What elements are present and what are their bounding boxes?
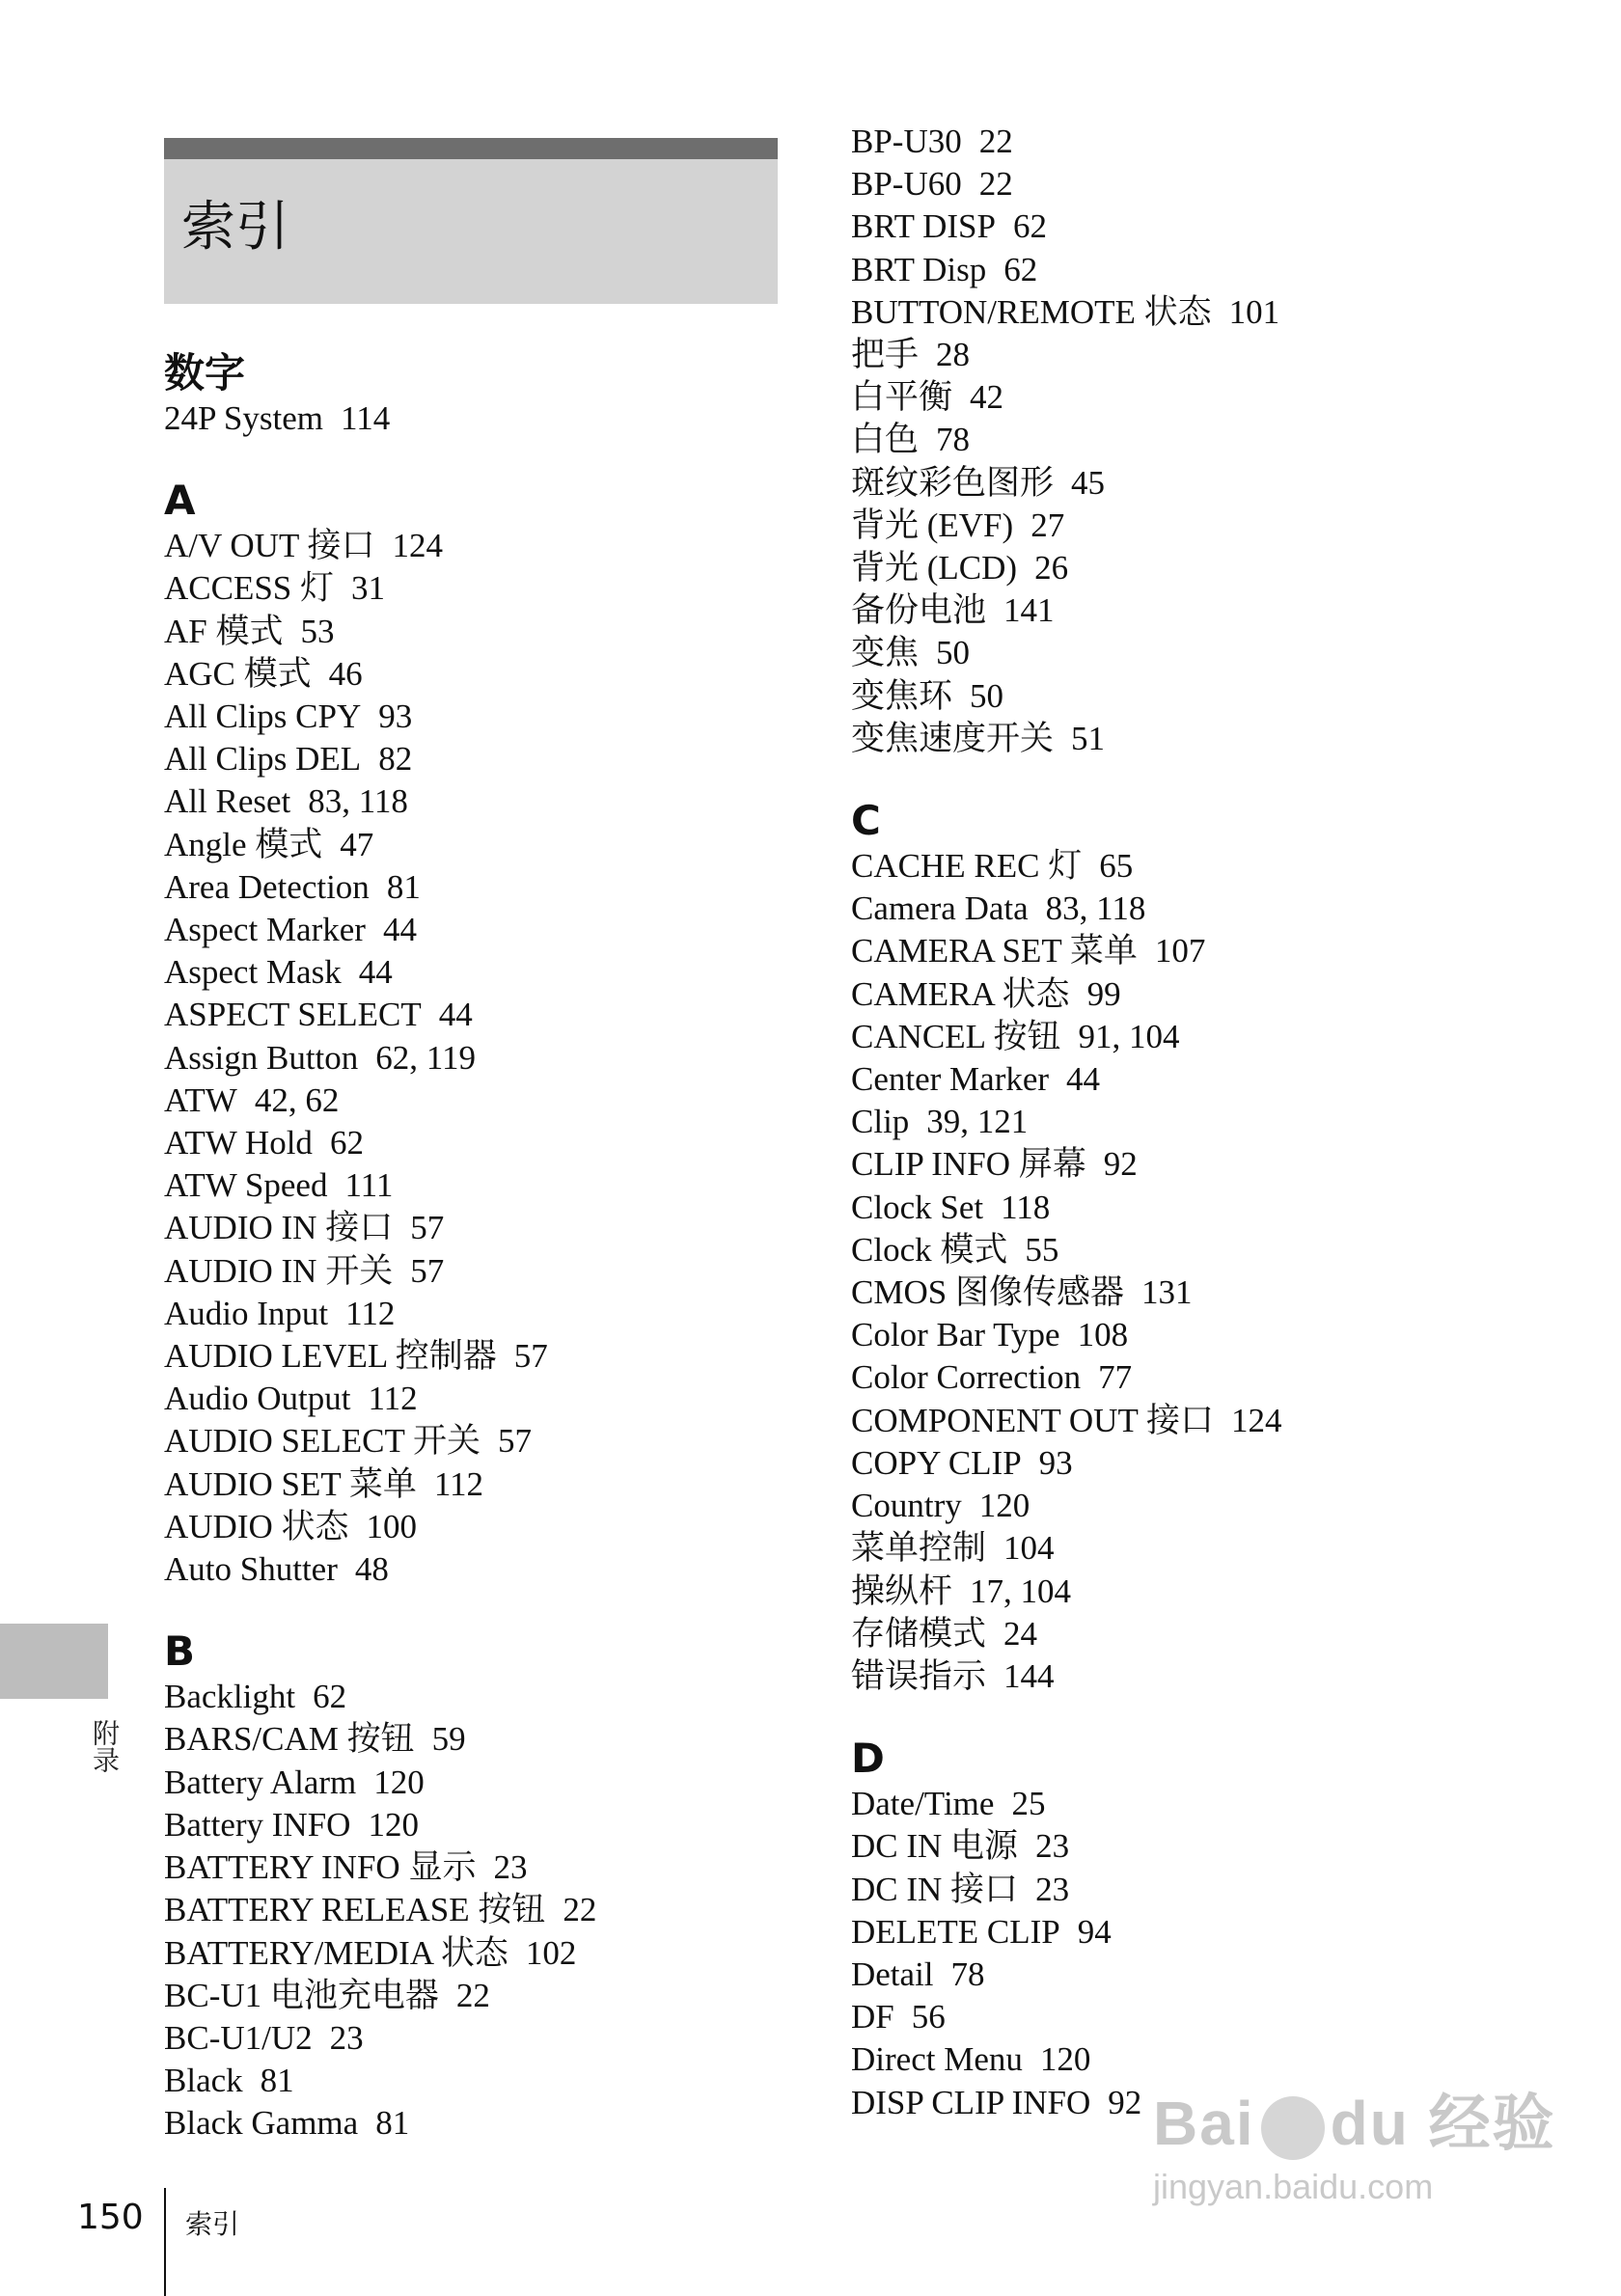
index-term: ATW Hold bbox=[164, 1124, 313, 1162]
index-term: Black Gamma bbox=[164, 2104, 359, 2143]
index-pages: 93 bbox=[378, 697, 413, 736]
index-entry bbox=[164, 2017, 772, 2060]
index-entry bbox=[164, 1506, 772, 1548]
index-term: All Clips CPY bbox=[164, 697, 362, 736]
index-entry bbox=[164, 1335, 772, 1378]
watermark-brand-left: Bai bbox=[1153, 2089, 1255, 2158]
index-term: Aspect Mask bbox=[164, 953, 342, 992]
index-entry bbox=[851, 1996, 1391, 2038]
index-pages: 53 bbox=[300, 612, 335, 650]
index-term: BRT DISP bbox=[851, 207, 996, 246]
index-entry bbox=[164, 1975, 772, 2017]
index-pages: 120 bbox=[1039, 2040, 1091, 2079]
index-entry bbox=[851, 1187, 1391, 1229]
index-entry bbox=[851, 205, 1391, 248]
index-term: Center Marker bbox=[851, 1060, 1050, 1099]
index-entry bbox=[164, 994, 772, 1036]
index-term: Detail bbox=[851, 1954, 934, 1993]
index-entry bbox=[851, 1229, 1391, 1271]
index-entry bbox=[164, 1080, 772, 1122]
index-pages: 81 bbox=[375, 2104, 410, 2143]
index-term: AUDIO 状态 bbox=[164, 1507, 349, 1545]
index-pages: 44 bbox=[382, 911, 417, 949]
index-pages: 124 bbox=[392, 527, 443, 565]
index-pages: 65 bbox=[1099, 847, 1134, 886]
index-entry bbox=[164, 1762, 772, 1804]
index-term: AGC 模式 bbox=[164, 654, 312, 693]
index-column-right bbox=[851, 121, 1391, 2124]
index-pages: 102 bbox=[525, 1933, 577, 1972]
index-entry bbox=[164, 909, 772, 951]
index-pages: 83, 118 bbox=[308, 782, 408, 821]
index-entry bbox=[851, 1655, 1391, 1698]
index-term: BUTTON/REMOTE 状态 bbox=[851, 292, 1212, 331]
index-term: ATW bbox=[164, 1080, 237, 1119]
watermark-brand-right: du bbox=[1330, 2089, 1410, 2158]
index-entry bbox=[851, 505, 1391, 547]
index-pages: 50 bbox=[970, 676, 1004, 715]
index-term: AUDIO IN 接口 bbox=[164, 1209, 394, 1247]
index-pages: 51 bbox=[1071, 719, 1106, 757]
index-pages: 81 bbox=[386, 867, 421, 906]
index-term: Color Bar Type bbox=[851, 1316, 1060, 1354]
index-entry bbox=[851, 1571, 1391, 1613]
index-pages: 42, 62 bbox=[254, 1080, 340, 1119]
index-term: 变焦环 bbox=[851, 676, 953, 715]
index-entry bbox=[851, 1016, 1391, 1058]
index-term: Black bbox=[164, 2062, 243, 2100]
index-pages: 57 bbox=[410, 1251, 445, 1290]
index-entry bbox=[164, 1378, 772, 1420]
index-entry bbox=[851, 1911, 1391, 1954]
index-term: Date/Time bbox=[851, 1785, 995, 1823]
index-entry bbox=[164, 1207, 772, 1249]
index-entry bbox=[164, 1932, 772, 1975]
index-term: A/V OUT 接口 bbox=[164, 527, 375, 565]
index-pages: 111 bbox=[344, 1166, 394, 1205]
index-pages: 57 bbox=[513, 1337, 548, 1376]
paw-icon bbox=[1261, 2096, 1325, 2160]
page-number: 150 bbox=[77, 2198, 144, 2237]
index-entry bbox=[164, 824, 772, 866]
index-term: 备份电池 bbox=[851, 591, 987, 630]
index-entry bbox=[164, 696, 772, 738]
section-heading: C bbox=[851, 797, 881, 845]
index-pages: 57 bbox=[410, 1209, 445, 1247]
index-entry bbox=[164, 567, 772, 610]
index-entry bbox=[164, 1676, 772, 1718]
index-pages: 62 bbox=[1012, 207, 1047, 246]
index-pages: 92 bbox=[1103, 1145, 1138, 1184]
index-pages: 22 bbox=[978, 165, 1013, 204]
index-term: AUDIO SELECT 开关 bbox=[164, 1422, 481, 1461]
index-entry bbox=[164, 866, 772, 909]
index-pages: 55 bbox=[1025, 1230, 1059, 1269]
index-pages: 108 bbox=[1077, 1316, 1129, 1354]
index-entry bbox=[851, 1058, 1391, 1101]
index-term: BC-U1 电池充电器 bbox=[164, 1976, 439, 2014]
index-pages: 62 bbox=[1003, 250, 1038, 288]
index-entry bbox=[851, 419, 1391, 461]
index-term: 菜单控制 bbox=[851, 1529, 987, 1568]
index-term: ACCESS 灯 bbox=[164, 569, 335, 608]
index-term: Area Detection bbox=[164, 867, 370, 906]
index-term: BP-U30 bbox=[851, 123, 962, 160]
index-term: CACHE REC 灯 bbox=[851, 847, 1083, 886]
index-entry bbox=[164, 1846, 772, 1889]
index-term: BARS/CAM 按钮 bbox=[164, 1720, 415, 1759]
index-pages: 83, 118 bbox=[1045, 889, 1146, 928]
index-pages: 56 bbox=[911, 1998, 946, 2036]
index-pages: 81 bbox=[260, 2062, 294, 2100]
index-term: 变焦 bbox=[851, 634, 920, 672]
index-pages: 120 bbox=[978, 1487, 1030, 1525]
index-entry bbox=[164, 1037, 772, 1080]
index-entry bbox=[164, 1548, 772, 1591]
page-title: 索引 bbox=[181, 196, 289, 259]
index-term: 背光 (EVF) bbox=[851, 506, 1014, 544]
index-entry bbox=[851, 632, 1391, 674]
index-pages: 62, 119 bbox=[375, 1038, 476, 1077]
index-entry bbox=[851, 1485, 1391, 1527]
index-pages: 27 bbox=[1030, 506, 1065, 544]
index-pages: 42 bbox=[970, 378, 1004, 417]
index-term: CAMERA SET 菜单 bbox=[851, 932, 1138, 970]
index-pages: 78 bbox=[936, 421, 971, 459]
index-pages: 57 bbox=[497, 1422, 532, 1461]
index-term: BATTERY/MEDIA 状态 bbox=[164, 1933, 508, 1972]
index-entry bbox=[164, 1718, 772, 1761]
index-pages: 46 bbox=[328, 654, 363, 693]
index-pages: 48 bbox=[354, 1550, 389, 1589]
index-entry bbox=[851, 1825, 1391, 1868]
index-pages: 25 bbox=[1011, 1785, 1046, 1823]
index-pages: 101 bbox=[1228, 292, 1280, 331]
index-pages: 120 bbox=[373, 1763, 425, 1801]
index-term: Clock 模式 bbox=[851, 1230, 1008, 1269]
index-pages: 47 bbox=[340, 825, 374, 863]
index-term: 错误指示 bbox=[851, 1656, 987, 1695]
index-pages: 24 bbox=[1003, 1614, 1038, 1653]
index-entry bbox=[851, 1613, 1391, 1655]
index-entry bbox=[851, 376, 1391, 419]
index-pages: 23 bbox=[1035, 1870, 1070, 1908]
index-entry bbox=[851, 973, 1391, 1016]
index-term: ATW Speed bbox=[164, 1166, 328, 1205]
index-term: 24P System bbox=[164, 399, 323, 437]
index-term: BC-U1/U2 bbox=[164, 2018, 313, 2057]
index-term: All Reset bbox=[164, 782, 291, 821]
index-pages: 92 bbox=[1108, 2083, 1142, 2121]
index-term: Aspect Marker bbox=[164, 911, 366, 949]
index-term: 操纵杆 bbox=[851, 1572, 953, 1610]
index-term: CMOS 图像传感器 bbox=[851, 1273, 1124, 1312]
section-heading: D bbox=[851, 1735, 885, 1783]
index-entry bbox=[851, 249, 1391, 291]
index-entry bbox=[164, 780, 772, 823]
index-term: 变焦速度开关 bbox=[851, 719, 1055, 757]
index-term: 背光 (LCD) bbox=[851, 549, 1018, 588]
index-pages: 23 bbox=[493, 1848, 528, 1887]
index-term: AF 模式 bbox=[164, 612, 284, 650]
section-heading: B bbox=[164, 1627, 196, 1676]
title-banner bbox=[164, 138, 778, 304]
index-entry bbox=[851, 334, 1391, 376]
index-pages: 144 bbox=[1003, 1656, 1055, 1695]
index-pages: 45 bbox=[1071, 463, 1106, 502]
index-pages: 120 bbox=[368, 1805, 419, 1844]
chapter-tab-label: 附录 bbox=[89, 1719, 121, 1773]
index-column-left bbox=[164, 349, 772, 2146]
index-pages: 22 bbox=[978, 123, 1013, 160]
index-entry bbox=[164, 2102, 772, 2145]
watermark-brand-cn: 经验 bbox=[1428, 2089, 1556, 2158]
index-pages: 62 bbox=[313, 1678, 347, 1716]
index-term: DELETE CLIP bbox=[851, 1912, 1060, 1951]
index-pages: 141 bbox=[1003, 591, 1055, 630]
index-pages: 107 bbox=[1154, 932, 1206, 970]
index-term: Angle 模式 bbox=[164, 825, 323, 863]
index-entry bbox=[164, 1122, 772, 1164]
index-entry bbox=[851, 1314, 1391, 1356]
index-entry bbox=[164, 1889, 772, 1931]
index-pages: 94 bbox=[1077, 1912, 1112, 1951]
index-term: Audio Output bbox=[164, 1380, 351, 1418]
index-pages: 23 bbox=[1035, 1827, 1070, 1866]
index-term: All Clips DEL bbox=[164, 740, 362, 779]
index-entry bbox=[851, 888, 1391, 930]
index-term: AUDIO IN 开关 bbox=[164, 1251, 394, 1290]
index-pages: 112 bbox=[433, 1464, 484, 1503]
index-pages: 17, 104 bbox=[970, 1572, 1072, 1610]
index-term: Assign Button bbox=[164, 1038, 359, 1077]
index-entry bbox=[164, 1250, 772, 1293]
index-entry bbox=[164, 738, 772, 780]
index-term: Audio Input bbox=[164, 1294, 329, 1332]
footer-divider bbox=[164, 2188, 166, 2296]
index-pages: 44 bbox=[438, 996, 473, 1034]
index-term: COMPONENT OUT 接口 bbox=[851, 1401, 1214, 1439]
index-entry bbox=[851, 121, 1391, 163]
index-term: CLIP INFO 屏幕 bbox=[851, 1145, 1086, 1184]
index-term: Battery INFO bbox=[164, 1805, 351, 1844]
index-term: 把手 bbox=[851, 336, 920, 374]
index-pages: 78 bbox=[950, 1954, 985, 1993]
index-entry bbox=[851, 547, 1391, 589]
index-pages: 114 bbox=[341, 399, 391, 437]
index-pages: 23 bbox=[329, 2018, 364, 2057]
index-term: Auto Shutter bbox=[164, 1550, 338, 1589]
index-term: 斑纹彩色图形 bbox=[851, 463, 1055, 502]
index-pages: 112 bbox=[345, 1294, 396, 1332]
index-entry bbox=[851, 1954, 1391, 1996]
index-entry bbox=[164, 1420, 772, 1462]
footer-section-label: 索引 bbox=[185, 2208, 240, 2240]
index-pages: 131 bbox=[1140, 1273, 1193, 1312]
index-entry bbox=[164, 1804, 772, 1846]
index-pages: 104 bbox=[1003, 1529, 1055, 1568]
index-pages: 99 bbox=[1086, 974, 1121, 1013]
index-term: DF bbox=[851, 1998, 894, 2036]
index-term: DC IN 电源 bbox=[851, 1827, 1019, 1866]
index-entry bbox=[851, 589, 1391, 632]
index-entry bbox=[164, 611, 772, 653]
index-pages: 124 bbox=[1230, 1401, 1282, 1439]
watermark bbox=[1153, 2074, 1558, 2219]
index-term: Clock Set bbox=[851, 1188, 984, 1226]
index-entry bbox=[164, 397, 772, 440]
index-entry bbox=[851, 291, 1391, 334]
index-term: DISP CLIP INFO bbox=[851, 2083, 1091, 2121]
index-term: AUDIO LEVEL 控制器 bbox=[164, 1337, 497, 1376]
index-entry bbox=[851, 675, 1391, 718]
watermark-url: jingyan.baidu.com bbox=[1153, 2167, 1434, 2206]
index-term: BATTERY RELEASE 按钮 bbox=[164, 1891, 546, 1929]
index-entry bbox=[164, 2060, 772, 2102]
index-entry bbox=[851, 1101, 1391, 1143]
index-term: Country bbox=[851, 1487, 962, 1525]
index-term: BRT Disp bbox=[851, 250, 987, 288]
index-entry bbox=[851, 930, 1391, 972]
index-entry bbox=[851, 1143, 1391, 1186]
index-term: ASPECT SELECT bbox=[164, 996, 422, 1034]
index-pages: 31 bbox=[351, 569, 386, 608]
index-term: 存储模式 bbox=[851, 1614, 987, 1653]
index-entry bbox=[851, 163, 1391, 205]
index-pages: 112 bbox=[368, 1380, 418, 1418]
index-term: 白色 bbox=[851, 421, 920, 459]
index-entry bbox=[164, 653, 772, 696]
index-entry bbox=[164, 951, 772, 994]
index-pages: 93 bbox=[1038, 1443, 1073, 1482]
index-entry bbox=[164, 1293, 772, 1335]
index-pages: 50 bbox=[936, 634, 971, 672]
index-entry bbox=[851, 1356, 1391, 1399]
index-pages: 22 bbox=[455, 1976, 490, 2014]
index-term: 白平衡 bbox=[851, 378, 953, 417]
index-pages: 44 bbox=[358, 953, 393, 992]
index-term: Clip bbox=[851, 1103, 910, 1141]
index-pages: 28 bbox=[936, 336, 971, 374]
index-pages: 59 bbox=[431, 1720, 466, 1759]
index-pages: 82 bbox=[378, 740, 413, 779]
index-term: CANCEL 按钮 bbox=[851, 1017, 1061, 1055]
section-heading: 数字 bbox=[164, 349, 246, 396]
index-entry bbox=[851, 462, 1391, 505]
index-term: CAMERA 状态 bbox=[851, 974, 1070, 1013]
chapter-tab bbox=[0, 1624, 108, 1699]
index-pages: 22 bbox=[563, 1891, 597, 1929]
index-entry bbox=[164, 1164, 772, 1207]
index-pages: 26 bbox=[1034, 549, 1069, 588]
index-entry bbox=[851, 1527, 1391, 1570]
index-entry bbox=[851, 718, 1391, 760]
watermark-brand bbox=[1153, 2074, 1558, 2163]
index-term: Color Correction bbox=[851, 1358, 1082, 1397]
index-term: BATTERY INFO 显示 bbox=[164, 1848, 477, 1887]
index-entry bbox=[851, 1271, 1391, 1314]
index-pages: 118 bbox=[1001, 1188, 1051, 1226]
index-term: Battery Alarm bbox=[164, 1763, 357, 1801]
index-term: Backlight bbox=[164, 1678, 296, 1716]
index-term: Direct Menu bbox=[851, 2040, 1023, 2079]
section-heading: A bbox=[164, 477, 196, 525]
index-pages: 100 bbox=[366, 1507, 418, 1545]
index-pages: 77 bbox=[1098, 1358, 1133, 1397]
index-entry bbox=[851, 1442, 1391, 1485]
index-entry bbox=[851, 845, 1391, 888]
index-pages: 62 bbox=[329, 1124, 364, 1162]
index-term: AUDIO SET 菜单 bbox=[164, 1464, 417, 1503]
index-pages: 91, 104 bbox=[1078, 1017, 1180, 1055]
index-term: BP-U60 bbox=[851, 165, 962, 204]
index-pages: 39, 121 bbox=[926, 1103, 1029, 1141]
index-entry bbox=[851, 1869, 1391, 1911]
index-pages: 44 bbox=[1066, 1060, 1101, 1099]
index-term: Camera Data bbox=[851, 889, 1029, 928]
index-entry bbox=[851, 1783, 1391, 1825]
index-term: COPY CLIP bbox=[851, 1443, 1022, 1482]
index-entry bbox=[164, 525, 772, 567]
index-entry bbox=[851, 1400, 1391, 1442]
index-term: DC IN 接口 bbox=[851, 1870, 1019, 1908]
index-entry bbox=[164, 1463, 772, 1506]
